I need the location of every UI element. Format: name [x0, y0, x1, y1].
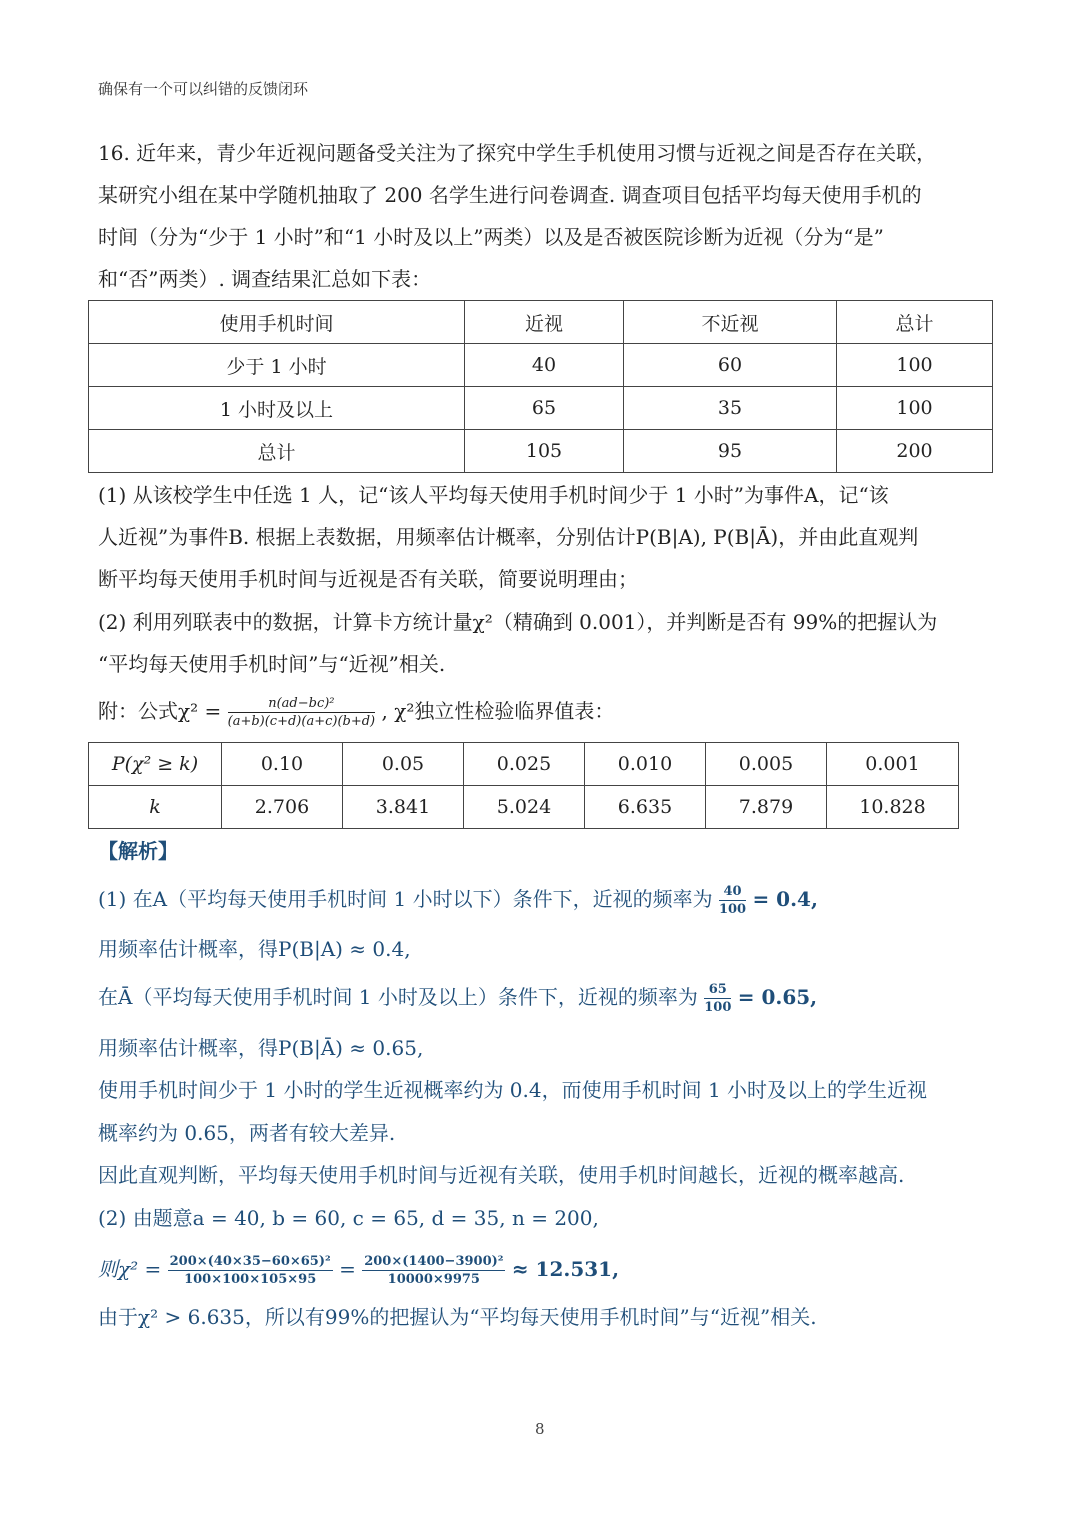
solution-line-9 — [98, 1248, 619, 1290]
table-row-label: k — [89, 786, 222, 829]
table-cell: 6.635 — [585, 786, 706, 829]
fraction-65-100 — [704, 983, 731, 1014]
table-header-cell: 使用手机时间 — [89, 301, 465, 344]
problem-line-4: 和“否”两类）. 调查结果汇总如下表： — [98, 267, 432, 291]
solution-line-7: 因此直观判断，平均每天使用手机时间与近视有关联，使用手机时间越长，近视的概率越高. — [98, 1163, 905, 1187]
table-cell: 1 小时及以上 — [89, 387, 465, 430]
table-header-cell: 近视 — [465, 301, 624, 344]
table-row — [89, 430, 993, 473]
table-cell: 65 — [465, 387, 624, 430]
page-header: 确保有一个可以纠错的反馈闭环 — [98, 80, 309, 98]
table-cell: 95 — [624, 430, 837, 473]
solution-text: (1) 在A（平均每天使用手机时间 1 小时以下）条件下，近视的频率为 — [98, 887, 713, 911]
table-row — [89, 344, 993, 387]
table-row — [89, 743, 959, 786]
formula-numerator: n(ad−bc)² — [228, 697, 376, 713]
table-row — [89, 387, 993, 430]
table-cell: 100 — [837, 344, 993, 387]
fraction-numerator: 40 — [719, 885, 746, 901]
table-cell: 105 — [465, 430, 624, 473]
solution-line-6: 概率约为 0.65，两者有较大差异. — [98, 1121, 396, 1145]
q1-line-1: (1) 从该校学生中任选 1 人，记“该人平均每天使用手机时间少于 1 小时”为事件A，记“该 — [98, 483, 889, 507]
formula-suffix: , χ²独立性检验临界值表： — [381, 699, 615, 723]
solution-line-4: 用频率估计概率，得P(B|Ā) ≈ 0.65, — [98, 1036, 424, 1060]
table-cell: 少于 1 小时 — [89, 344, 465, 387]
table-header-cell: 总计 — [837, 301, 993, 344]
critical-value-table — [88, 742, 959, 829]
table-header-row — [89, 301, 993, 344]
table-cell: 0.10 — [222, 743, 343, 786]
fraction-numerator: 200×(40×35−60×65)² — [169, 1254, 331, 1269]
table-row — [89, 786, 959, 829]
q2-line-1: (2) 利用列联表中的数据，计算卡方统计量χ²（精确到 0.001），并判断是否有 99%的把握认为 — [98, 610, 938, 634]
solution-result: ≈ 12.531, — [511, 1257, 620, 1281]
fraction-denominator: 100 — [704, 1000, 732, 1015]
table-cell: 0.001 — [827, 743, 959, 786]
formula-line — [98, 690, 614, 732]
solution-text: 则χ² = — [98, 1257, 162, 1281]
problem-line-3: 时间（分为“少于 1 小时”和“1 小时及以上”两类）以及是否被医院诊断为近视（分为“是” — [98, 225, 884, 249]
solution-line-2: 用频率估计概率，得P(B|A) ≈ 0.4, — [98, 937, 411, 961]
chi-square-calc-2 — [362, 1255, 505, 1286]
page-number: 8 — [535, 1420, 545, 1438]
table-cell: 7.879 — [706, 786, 827, 829]
problem-line-1: 16. 近年来，青少年近视问题备受关注为了探究中学生手机使用习惯与近视之间是否存在关联， — [98, 141, 937, 165]
fraction-denominator: 100×100×105×95 — [184, 1272, 317, 1287]
solution-result: = 0.65, — [737, 985, 818, 1009]
solution-line-3 — [98, 976, 817, 1018]
solution-line-1 — [98, 878, 818, 920]
fraction-denominator: 10000×9975 — [387, 1272, 480, 1287]
table-cell: 0.010 — [585, 743, 706, 786]
table-header-cell: 不近视 — [624, 301, 837, 344]
chi-square-formula — [228, 697, 376, 728]
table-cell: 60 — [624, 344, 837, 387]
contingency-table — [88, 300, 993, 473]
formula-prefix: 附：公式χ² = — [98, 699, 222, 723]
q2-line-2: “平均每天使用手机时间”与“近视”相关. — [98, 652, 446, 676]
solution-line-8: (2) 由题意a = 40, b = 60, c = 65, d = 35, n = 200, — [98, 1206, 599, 1230]
table-cell: 100 — [837, 387, 993, 430]
formula-denominator: (a+b)(c+d)(a+c)(b+d) — [227, 714, 376, 729]
table-cell: 0.05 — [343, 743, 464, 786]
table-cell: 200 — [837, 430, 993, 473]
q1-line-2: 人近视”为事件B. 根据上表数据，用频率估计概率，分别估计P(B|A), P(B|Ā)，并由此直观判 — [98, 525, 919, 549]
table-row-label: P(χ² ≥ k) — [89, 743, 222, 786]
problem-line-2: 某研究小组在某中学随机抽取了 200 名学生进行问卷调查. 调查项目包括平均每天使用手机的 — [98, 183, 922, 207]
table-cell: 10.828 — [827, 786, 959, 829]
table-cell: 35 — [624, 387, 837, 430]
q1-line-3: 断平均每天使用手机时间与近视是否有关联，简要说明理由； — [98, 567, 638, 591]
solution-line-10: 由于χ² > 6.635，所以有99%的把握认为“平均每天使用手机时间”与“近视”相关. — [98, 1305, 817, 1329]
table-cell: 总计 — [89, 430, 465, 473]
solution-text: 在Ā（平均每天使用手机时间 1 小时及以上）条件下，近视的频率为 — [98, 985, 698, 1009]
solution-result: = 0.4, — [752, 887, 818, 911]
chi-square-calc-1 — [168, 1255, 333, 1286]
fraction-numerator: 65 — [704, 983, 731, 999]
fraction-40-100 — [719, 885, 746, 916]
table-cell: 2.706 — [222, 786, 343, 829]
table-cell: 3.841 — [343, 786, 464, 829]
equals-sign: = — [339, 1257, 356, 1281]
table-cell: 0.005 — [706, 743, 827, 786]
fraction-numerator: 200×(1400−3900)² — [364, 1254, 504, 1269]
table-cell: 0.025 — [464, 743, 585, 786]
table-cell: 5.024 — [464, 786, 585, 829]
solution-title: 【解析】 — [98, 839, 178, 863]
fraction-denominator: 100 — [718, 902, 747, 917]
solution-line-5: 使用手机时间少于 1 小时的学生近视概率约为 0.4，而使用手机时间 1 小时及以上的学生近视 — [98, 1078, 928, 1102]
table-cell: 40 — [465, 344, 624, 387]
